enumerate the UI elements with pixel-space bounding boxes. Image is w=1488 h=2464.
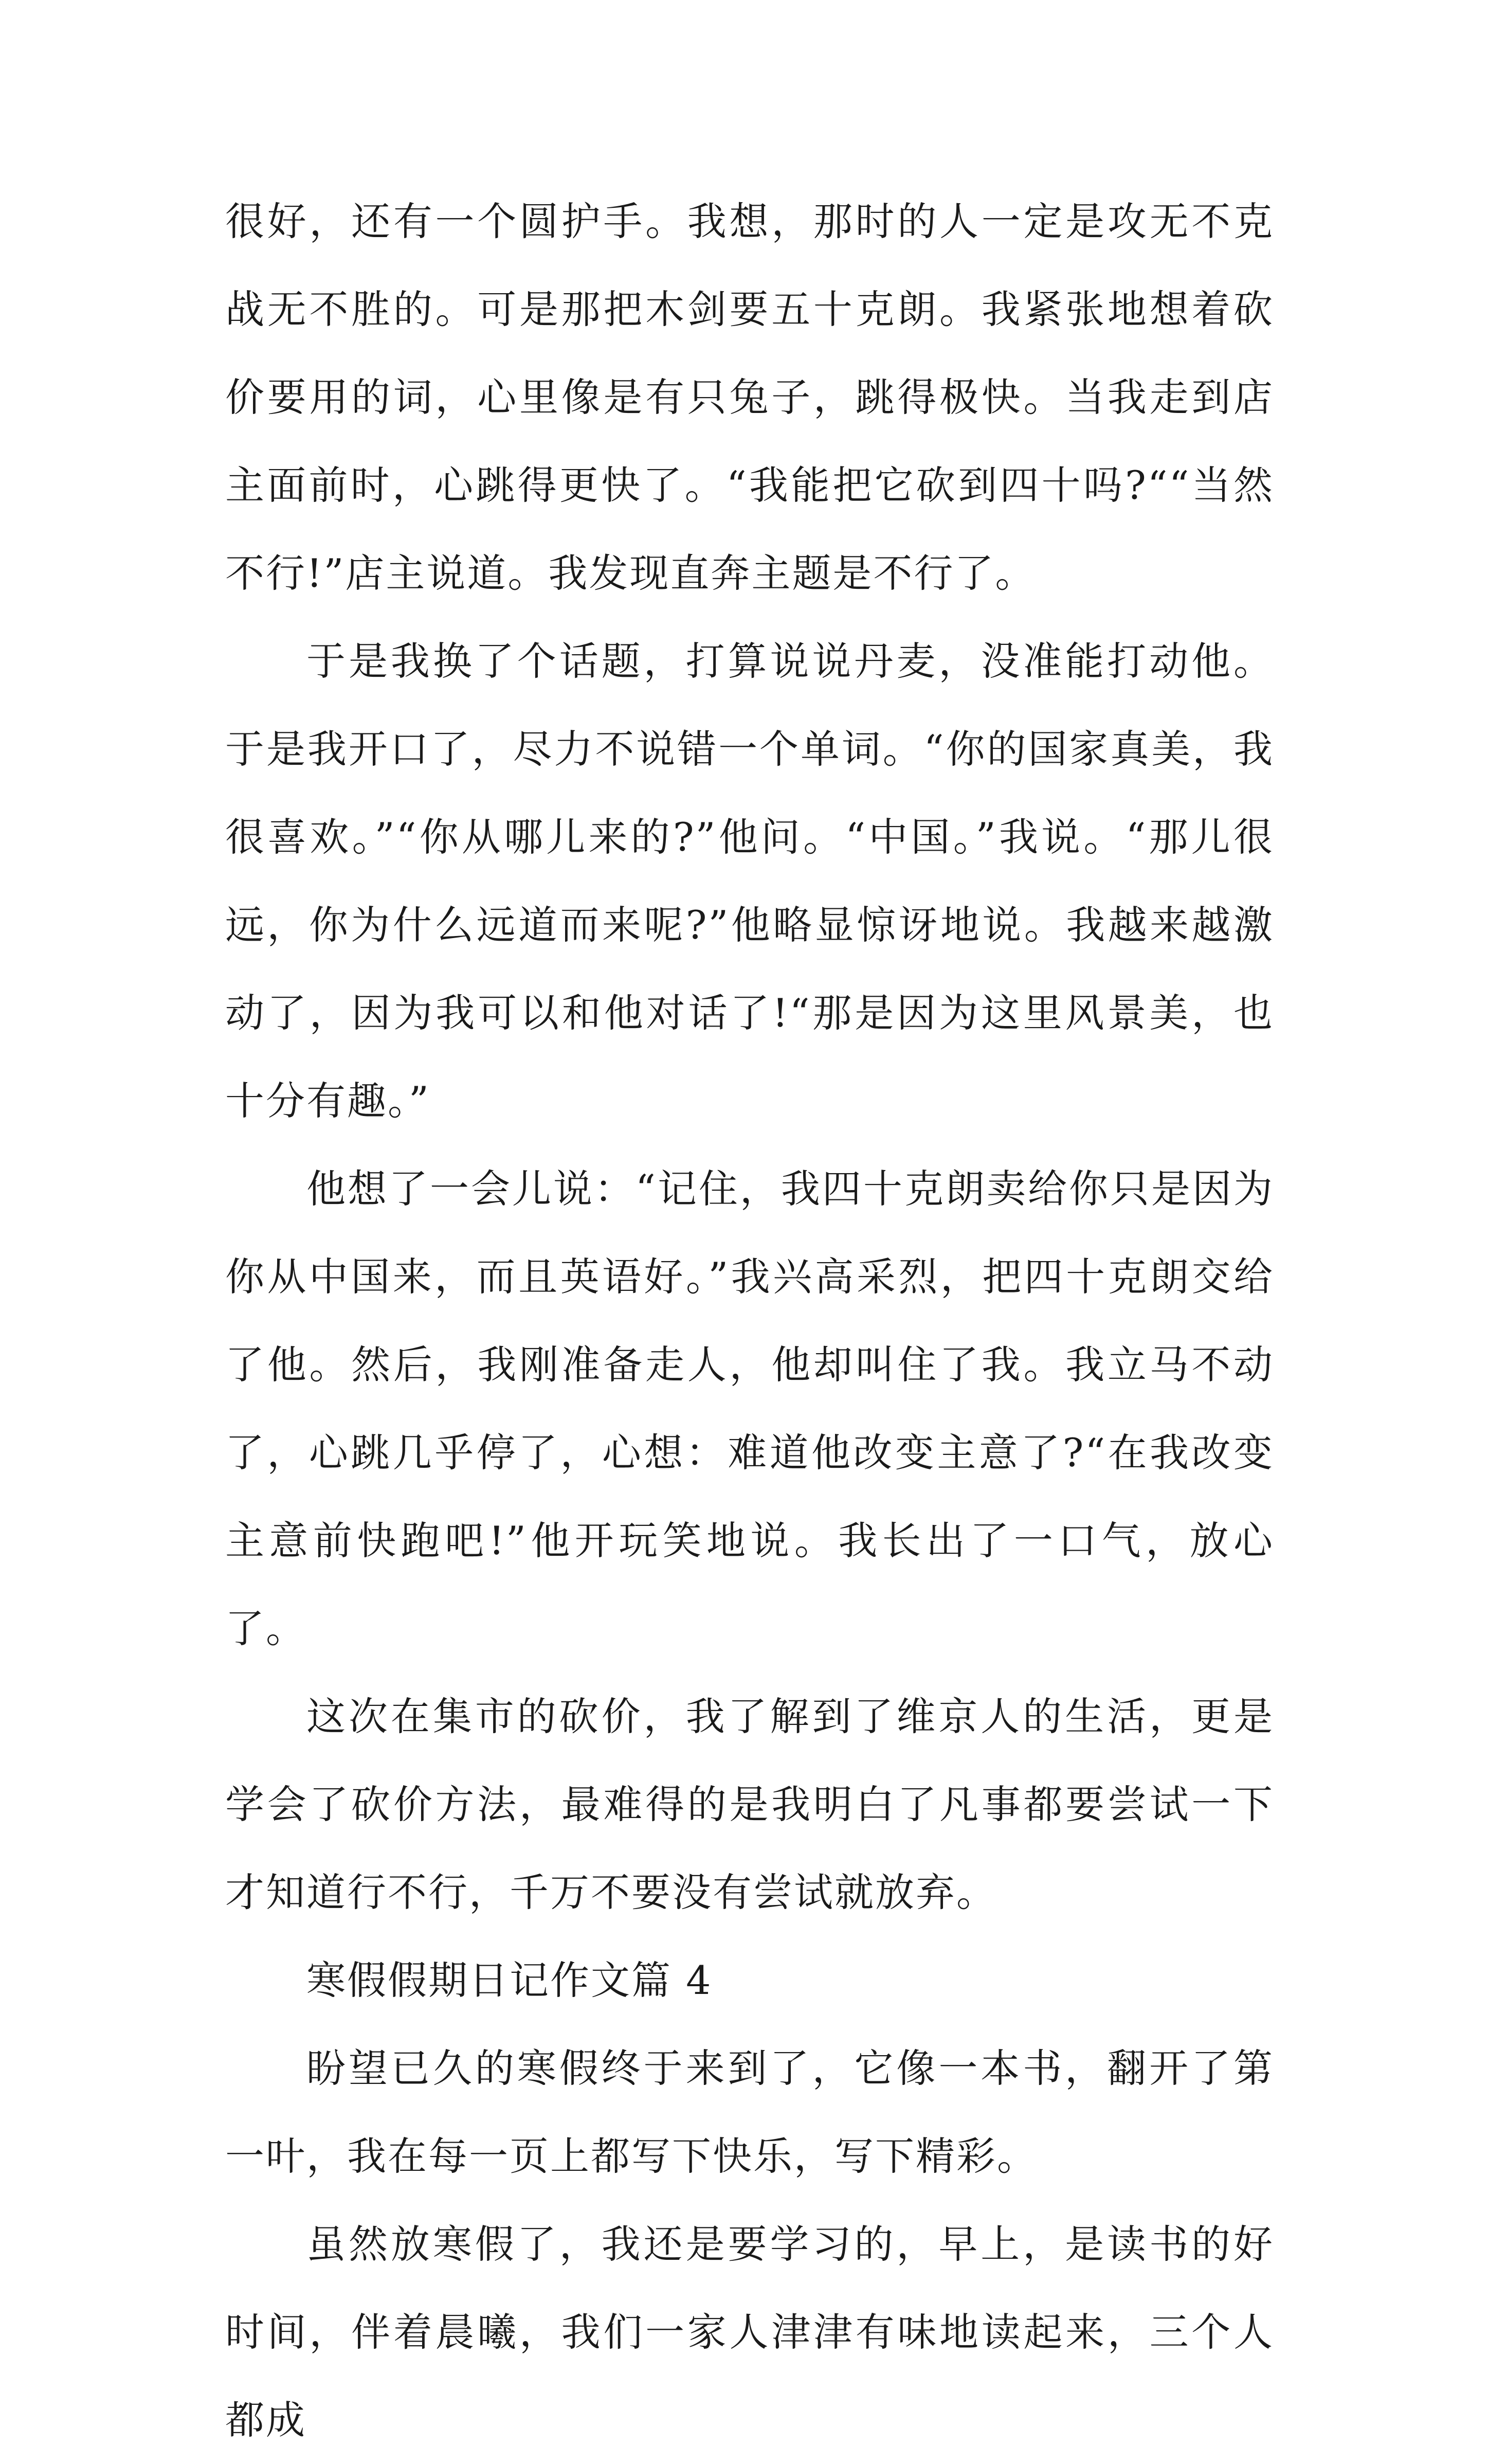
section-heading: 寒假假期日记作文篇 4: [306, 1957, 713, 2003]
paragraph: 虽然放寒假了，我还是要学习的，早上，是读书的好时间，伴着晨曦，我们一家人津津有味地读起来，三个人都成: [225, 2221, 1274, 2443]
paragraph: 盼望已久的寒假终于来到了，它像一本书，翻开了第一叶，我在每一页上都写下快乐，写下精彩。: [225, 2045, 1274, 2179]
document-body: [225, 177, 1274, 2464]
paragraph: 很好，还有一个圆护手。我想，那时的人一定是攻无不克战无不胜的。可是那把木剑要五十克朗。我紧张地想着砍价要用的词，心里像是有只兔子，跳得极快。当我走到店主面前时，心跳得更快了。“我能把它砍到四十吗?““当然不行!”店主说道。我发现直奔主题是不行了。: [225, 199, 1274, 596]
paragraph: 他想了一会儿说：“记住，我四十克朗卖给你只是因为你从中国来，而且英语好。”我兴高采烈，把四十克朗交给了他。然后，我刚准备走人，他却叫住了我。我立马不动了，心跳几乎停了，心想：难道他改变主意了?“在我改变主意前快跑吧!”他开玩笑地说。我长出了一口气，放心了。: [225, 1166, 1274, 1651]
paragraph: 这次在集市的砍价，我了解到了维京人的生活，更是学会了砍价方法，最难得的是我明白了凡事都要尝试一下才知道行不行，千万不要没有尝试就放弃。: [225, 1694, 1274, 1915]
paragraph: 于是我换了个话题，打算说说丹麦，没准能打动他。于是我开口了，尽力不说错一个单词。“你的国家真美，我很喜欢。”“你从哪儿来的?”他问。“中国。”我说。“那儿很远，你为什么远道而来呢?”他略显惊讶地说。我越来越激动了，因为我可以和他对话了!“那是因为这里风景美，也十分有趣。”: [225, 638, 1274, 1124]
